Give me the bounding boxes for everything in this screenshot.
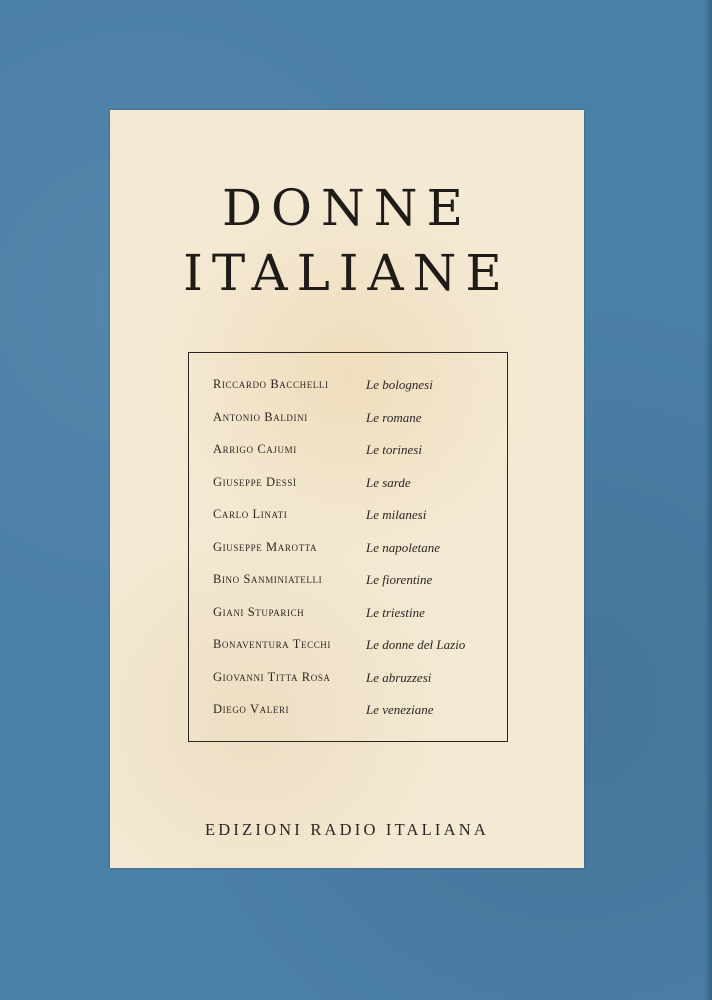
entry-author: Antonio Baldini bbox=[213, 409, 308, 424]
entry-author: Bino Sanminiatelli bbox=[213, 572, 323, 586]
entry-author: Giovanni Titta Rosa bbox=[213, 669, 331, 684]
entry-row bbox=[189, 702, 509, 722]
entry-book: Le bolognesi bbox=[366, 377, 433, 392]
entry-row bbox=[189, 540, 509, 560]
cover-edge bbox=[704, 0, 712, 1000]
entry-book: Le napoletane bbox=[366, 539, 441, 555]
entry-row bbox=[189, 377, 509, 397]
contents-box bbox=[188, 352, 508, 742]
entry-author: Giuseppe Dessì bbox=[213, 474, 297, 489]
entry-book: Le triestine bbox=[366, 604, 425, 620]
entry-book: Le fiorentine bbox=[366, 572, 433, 587]
entry-author: Giuseppe Marotta bbox=[213, 539, 318, 554]
entry-row bbox=[189, 572, 509, 592]
entry-book: Le donne del Lazio bbox=[366, 637, 466, 652]
cover-label bbox=[110, 110, 584, 868]
entry-row bbox=[189, 670, 509, 690]
title-line-2: ITALIANE bbox=[183, 244, 511, 302]
entry-book: Le veneziane bbox=[366, 702, 434, 717]
entry-author: Riccardo Bacchelli bbox=[213, 377, 329, 391]
entry-book: Le abruzzesi bbox=[366, 669, 432, 685]
entry-row bbox=[189, 475, 509, 495]
title-line-1: DONNE bbox=[221, 179, 473, 237]
entry-row bbox=[189, 442, 509, 462]
entry-author: Bonaventura Tecchi bbox=[213, 637, 332, 651]
entry-author: Giani Stuparich bbox=[213, 604, 305, 619]
entry-book: Le torinesi bbox=[366, 442, 422, 457]
entry-author: Arrigo Cajumi bbox=[213, 442, 297, 456]
entry-row bbox=[189, 410, 509, 430]
entry-book: Le milanesi bbox=[366, 507, 427, 522]
entry-row bbox=[189, 637, 509, 657]
entry-book: Le romane bbox=[366, 409, 422, 425]
entry-row bbox=[189, 605, 509, 625]
entry-author: Carlo Linati bbox=[213, 507, 288, 521]
entry-row bbox=[189, 507, 509, 527]
publisher-name: EDIZIONI RADIO ITALIANA bbox=[205, 820, 489, 839]
entry-author: Diego Valeri bbox=[213, 702, 290, 716]
entry-book: Le sarde bbox=[366, 474, 411, 490]
